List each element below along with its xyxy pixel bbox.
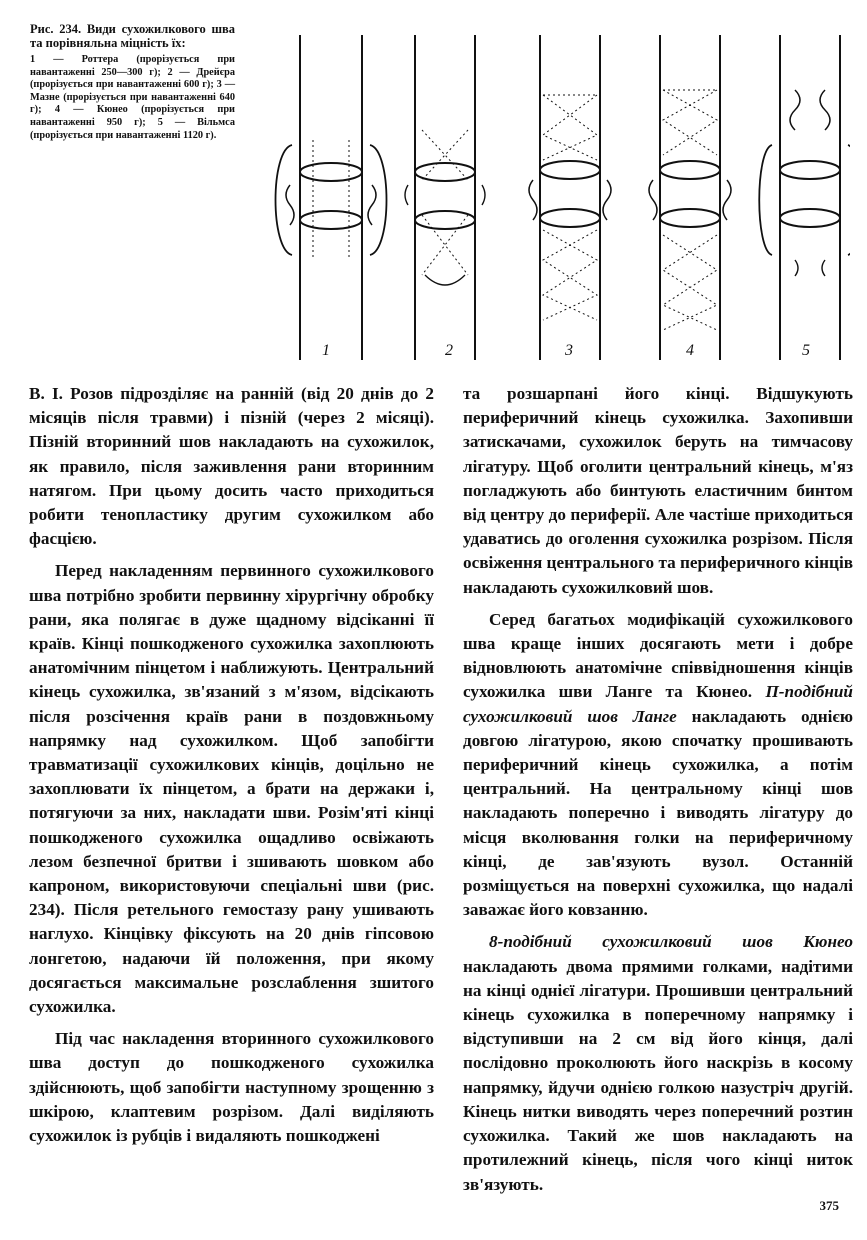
italic-term-lange: П-подібний сухожилковий шов Ланге bbox=[463, 682, 853, 726]
paragraph-cuneo bbox=[463, 930, 853, 1196]
tendon-2 bbox=[405, 35, 485, 360]
caption-legend: 1 — Роттера (прорізується при навантаженні 250—300 г); 2 — Дрейєра (прорізується при навантаженні 600 г); 3 — Мазне (прорізується при навантаженні 640 г); 4 — Кюнео (прорізується при навантаженні 950 г); 5 — Вільмса (прорізується при навантаженні 1120 г). bbox=[30, 54, 235, 141]
paragraph-lange bbox=[463, 608, 853, 923]
caption-title: Рис. 234. Види сухожилкового шва та порівняльна міцність їх: bbox=[30, 22, 235, 50]
paragraph: Перед накладенням первинного сухожилкового шва потрібно зробити первинну хірургічну обробку рани, яка полягає в дуже щадному відсіканні її країв. Кінці пошкодженого сухожилка захоплюють анатомічним пінцетом і наближують. Центральний кінець сухожилка, зв'язаний з м'язом, відсікають після розсічення країв рани в поздовжньому напрямку над сухожилком. Щоб запобігти травматизації сухожилкових кінців, доцільно не захоплювати їх пінцетом, а брати на держаки і, потягуючи за них, накладати шви. Розім'яті кінці пошкодженого сухожилка ощадливо освіжають лезом безпечної бритви і зшивають шовком або капроном, використовуючи спеціальні шви (рис. 234). Після ретельного гемостазу рану ушивають наглухо. Кінцівку фіксують на 20 днів гіпсовою лонгетою, надаючи їй положення, при якому досягається максимальне розслаблення зшитого сухожилка. bbox=[29, 561, 434, 1017]
text-run: накладають двома прямими голками, надітими на кінці однієї лігатури. Прошивши центральний кінець сухожилка в поперечному напрямку і відступивши на 2 см від його кінця, далі послідовно проколюють його наскрізь в косому напрямку, йдучи однією голкою назустріч другій. Кінець нитки виводять через поперечний розтин сухожилка. Такий же шов накладають на протилежний кінець, після чого кінці ниток зв'язують. bbox=[463, 956, 853, 1194]
figure-label-4: 4 bbox=[686, 342, 694, 359]
tendon-3 bbox=[529, 35, 611, 360]
figure-label-1: 1 bbox=[322, 342, 330, 359]
page-number: 375 bbox=[819, 1198, 839, 1213]
right-text-column bbox=[463, 382, 853, 1205]
paragraph: В. І. Розов підрозділяє на ранній (від 20 днів до 2 місяців після травми) і пізній (через 2 місяці). Пізній вторинний шов накладають на сухожилок, як правило, після заживлення рани вторинним натягом. При цьому досить часто приходиться робити тенопластику другим сухожилком або фасцією. bbox=[29, 384, 434, 549]
left-text-column bbox=[29, 382, 434, 1156]
italic-term-cuneo: 8-подібний сухожилковий шов Кюнео bbox=[489, 932, 853, 952]
paragraph: та розшарпані його кінці. Відшукують периферичний кінець сухожилка. Захопивши затискачами, сухожилок беруть на тимчасову лігатуру. Щоб оголити центральний кінець, м'яз погладжують або бинтують еластичним бинтом від центру до периферії. Але частіше приходиться удаватись до оголення сухожилка розрізом. Після освіження центрального та периферичного кінців накладають сухожилковий шов. bbox=[463, 384, 853, 597]
figure-label-2: 2 bbox=[445, 342, 453, 359]
tendon-1 bbox=[276, 35, 387, 360]
paragraph: Під час накладення вторинного сухожилкового шва доступ до пошкодженого сухожилка здійснюють, щоб запобігти наступному зрощенню з шкірою, клаптевим розрізом. Далі виділяють сухожилок із рубців і видаляють пошкоджені bbox=[29, 1029, 434, 1146]
tendon-4 bbox=[649, 35, 731, 360]
figure-label-5: 5 bbox=[802, 342, 810, 359]
suture-figure bbox=[250, 20, 850, 370]
figure-label-3: 3 bbox=[565, 342, 573, 359]
text-run: Серед багатьох модифікацій сухожилкового шва краще інших досягають мети і добре відновлюють анатомічне співвідношення кінців сухожилка шви Ланге та Кюнео. bbox=[463, 609, 853, 702]
tendon-5 bbox=[759, 35, 850, 360]
text-run: накладають однією довгою лігатурою, якою спочатку прошивають периферичний кінець сухожилка, а потім центральний. На центральному кінці шов накладають поперечно і виводять лігатуру до місця вколювання голки на периферичному кінці, де зав'язують вузол. Останній розміщується на поверхні сухожилка, що надалі заважає його ковзанню. bbox=[463, 706, 853, 920]
figure-caption bbox=[30, 22, 235, 142]
tendon-suture-illustration bbox=[250, 20, 850, 370]
